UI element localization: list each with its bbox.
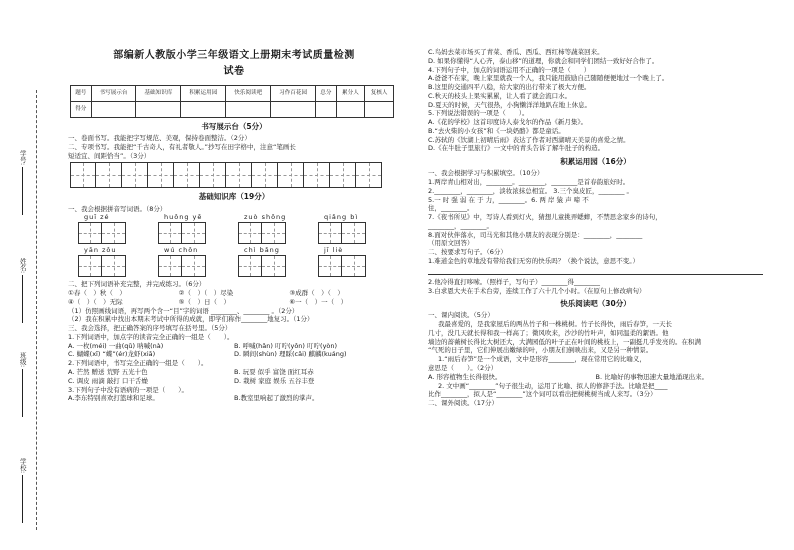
question-text: 一、卷面书写。我能把字写规范、美观，保持卷面整洁。（2分） — [68, 134, 251, 143]
score-input[interactable] — [181, 102, 226, 118]
option-c[interactable]: C.鸟妈去菜市场买了青菜、香瓜、西瓜、西红柿等蔬菜回来。 — [428, 48, 604, 56]
right-column — [428, 48, 763, 408]
tianzige-pair[interactable] — [238, 255, 318, 277]
tianzige-pair[interactable] — [238, 222, 318, 244]
tianzige-pair[interactable] — [158, 222, 238, 244]
tianzige-pair[interactable] — [158, 255, 238, 277]
mc2-options-cd — [68, 377, 400, 386]
section-title-reading: 快乐阅读吧（30分） — [560, 299, 631, 309]
section-title-accumulation: 积累运用园（16分） — [560, 157, 631, 167]
option-b[interactable]: B. 呼喊(hǎn) 叮咛(yǒn) 叮咛(yòn) — [234, 341, 338, 350]
mc2-options-ab — [68, 368, 400, 377]
tianzige-pair[interactable] — [78, 255, 158, 277]
class-field[interactable]: 班级: — [18, 352, 27, 417]
fill-row-2 — [68, 298, 400, 307]
exam-title — [68, 48, 400, 79]
option-a[interactable]: A. 芒然 赠送 荒野 五光十色 — [68, 367, 148, 376]
title-line-2: 试卷 — [223, 65, 245, 77]
reading-options — [428, 373, 763, 382]
pinyin-label: chì bǎng — [244, 246, 280, 255]
fill-blank[interactable]: ①春（ ）秋（ ） — [68, 289, 126, 298]
fill-blank[interactable]: ③成群（ ）（ ） — [289, 289, 344, 298]
option-c[interactable]: C. 蝴蝶(xī) “蝶”(ér)龙虾(xiā) — [68, 350, 156, 359]
pinyin-label: guī zé — [84, 213, 110, 222]
question-text: 3.下列句子中没有语病的一项是（ ）。 — [68, 385, 188, 394]
pinyin-label: wú chǒn — [164, 246, 199, 255]
option-a[interactable]: A.爸爸不在家，晚上家里就我一个人，我只能用鼓励自己随随便便地过一个晚上了。 — [428, 74, 669, 83]
question-text: 二、按要求写句子。（6分） — [428, 248, 507, 257]
mc3-options-ab — [68, 394, 400, 403]
student-id-field[interactable]: 学号: — [18, 150, 27, 215]
score-input[interactable] — [226, 102, 271, 118]
fill-blank[interactable]: ⑥一（ ）一（ ） — [289, 297, 348, 306]
option-b[interactable]: B.这里的交通四平八稳，给大家的出行带来了极大方便。 — [428, 83, 591, 92]
pinyin-label: qiǎng bì — [324, 213, 359, 222]
option-c[interactable]: C.秋天的枝头上果实累累，让人看了就会流口水。 — [428, 91, 572, 100]
option-c[interactable]: C.苏轼的《饮湖上初晴后雨》表达了作者对西湖晴天美景的喜爱之情。 — [428, 135, 630, 144]
pinyin-row-1 — [78, 213, 400, 244]
fill-blank[interactable]: 2.________，________，淡妆浓抹总相宜。 3.三个臭皮匠，________ 。 — [428, 186, 634, 195]
title-line-1: 部编新人教版小学三年级语文上册期末考试质量检测 — [113, 50, 355, 61]
score-cell: 题号 — [71, 86, 92, 102]
fill-blank[interactable]: 5.一 时 强 弱 在 于 力，________。6. 两 岸 猿 声 啼 不 — [428, 195, 589, 204]
left-column — [68, 48, 400, 403]
pinyin-label: yān zǒu — [84, 246, 117, 255]
option-d[interactable]: D.夏天的时候，天气很热，小狗懒洋洋地趴在地上休息。 — [428, 100, 592, 109]
score-input[interactable] — [91, 102, 136, 118]
question-text: 一、我会根据学习与积累填空。（10分） — [428, 169, 544, 178]
fill-blank[interactable]: 住，________。 — [428, 204, 474, 213]
fill-blank[interactable]: 1.两岸青山相对出，________。________，________是首春韵旅好时。 — [428, 178, 630, 187]
fill-blank[interactable]: ________，________。 — [428, 221, 493, 230]
question-text: （1）仿照画线词语，再写两个含一“目”字的词语 ________、________ 。（2分） — [68, 306, 299, 315]
fill-blank[interactable]: ⑤（ ）日（ ） — [178, 297, 230, 306]
name-field[interactable]: 姓名: — [18, 258, 27, 323]
option-a[interactable]: A.《花的学校》这首印度诗人泰戈尔的作品《新月集》。 — [428, 118, 588, 127]
option-d[interactable]: D. 如果你懂得“人心齐，泰山移”的道理，你就会和同学们团结一致好好合作了。 — [428, 56, 659, 65]
pinyin-label: zuò shōng — [244, 213, 287, 222]
question-text: 二、专项书写。我能把“千古奇人，有礼者敬人。”抄写在田字格中，注意“笔画长 — [68, 142, 296, 151]
question-text: 5.下列说法错误的一项是（ ）。 — [428, 109, 529, 118]
option-b[interactable]: B.教室里响起了激烈的掌声。 — [234, 394, 319, 403]
question-text: 一、课内阅读。（5分） — [428, 311, 494, 320]
question-text: 7.《夜书所见》中，写诗人看到灯火，猜想儿童挑弄蟋蟀，不禁思念家乡的诗句， — [428, 213, 662, 222]
fill-row-1 — [68, 289, 400, 298]
option-b[interactable]: B.“去火柴的小女孩”和《一块奶酪》都是童话。 — [428, 126, 565, 135]
pinyin-label: jī liè — [324, 246, 344, 255]
score-input[interactable] — [365, 102, 394, 118]
passage-text: 几寸，没几天就长得和我一样高了；微风吹来，沙沙的竹叶声，如同温柔的絮语。他 — [428, 328, 669, 337]
option-d[interactable]: D. 栽树 家庭 娱乐 五谷丰登 — [234, 376, 315, 385]
score-table-score-row — [71, 102, 394, 118]
question-text: 短适宜、间距恰当”。（3分） — [68, 151, 151, 160]
fill-blank[interactable]: 1.“雨后春笋”是一个成语，文中是形容________，现在常用它的比喻义， — [438, 355, 646, 364]
score-table — [70, 85, 394, 118]
score-input[interactable] — [336, 102, 365, 118]
score-cell: 书写展示台 — [91, 86, 136, 102]
passage-text: “气死的日子里，它们伸展出嫩绿的叶，小朋友们倒映出来，又是另一种情景。 — [428, 346, 653, 355]
fill-blank[interactable]: 8.面对伙伴落水，司马光和其他小朋友的表现分别是：________，________ — [428, 230, 643, 239]
fill-blank[interactable]: ④（ ）（ ）无际 — [68, 297, 123, 306]
question-text: 2.下列词语中，书写完全正确的一组是（ ）。 — [68, 359, 208, 368]
score-label: 得分 — [71, 102, 92, 118]
passage-text: 我最喜爱的，是我家屋后的两丛竹子和一株桃树。竹子长得快，雨后春笋，一天长 — [438, 320, 672, 329]
pinyin-row-2 — [78, 246, 400, 277]
score-cell: 复核人 — [365, 86, 394, 102]
school-field[interactable]: 学校: — [18, 458, 27, 523]
score-table-header-row — [71, 86, 394, 102]
question-text: 二、课外阅读。（17分） — [428, 399, 499, 408]
score-input[interactable] — [316, 102, 337, 118]
mc1-options-cd — [68, 350, 400, 359]
question-text: 4.下列句子中，加点的词语运用不正确的一项是（ ） — [428, 65, 591, 74]
option-d[interactable]: D. 瞬间(shùn) 理睬(cǎi) 麒麟(kuáng) — [234, 350, 347, 359]
question-text: 1.下列词语中，加点字的读音完全正确的一组是（ ）。 — [68, 332, 234, 341]
option-a[interactable]: A. 形容植物生长得很快。 — [428, 372, 502, 381]
score-cell: 快乐阅读吧 — [226, 86, 271, 102]
question-text: 二、把下列词语补充完整，并完成练习。（6分） — [68, 280, 206, 289]
question-text: 一、我会根据拼音写词语。（8分） — [68, 204, 167, 213]
fill-blank[interactable]: 意思是（ ）。（2分） — [428, 363, 498, 372]
section-title-writing: 书写展示台（5分） — [201, 122, 267, 131]
option-b[interactable]: B. 比喻好的事物迅速大量地涌现出来。 — [595, 372, 709, 381]
score-cell: 总分 — [316, 86, 337, 102]
score-input[interactable] — [136, 102, 181, 118]
tianzige-pair[interactable] — [318, 222, 398, 244]
tianzige-pair[interactable] — [318, 255, 398, 277]
score-input[interactable] — [271, 102, 316, 118]
passage-text: 墙边的蔷薇树长得比大树还大，大满园低的叶子正在叶间的桃枝上，一副挺几乎发亮的。在积满 — [428, 337, 701, 346]
option-a[interactable]: A. 一枚(méi) 一曲(qǔ) 呐喊(nà) — [68, 341, 164, 350]
fill-blank[interactable]: ②（ ）（ ）尽染 — [178, 289, 234, 298]
fill-blank[interactable]: 比作________，拟人是“________”这个词可以看出把树桃树当成人来写。（3分） — [428, 390, 657, 399]
option-b[interactable]: B. 玩耍 似乎 富饶 面红耳赤 — [234, 367, 314, 376]
section-title-basics: 基础知识库（19分） — [198, 192, 270, 202]
question-note: （用原文回答） — [428, 239, 474, 248]
question-text: 3.白求恩大夫在手术台旁，连续工作了六十几个小时。（在原句上修改病句） — [428, 286, 646, 295]
score-cell: 习作百花园 — [271, 86, 316, 102]
question-text: 三、我会选择，把正确答案的序号填写在括号里。（5分） — [68, 324, 232, 333]
answer-line[interactable] — [428, 266, 763, 275]
score-cell: 积累运用园 — [181, 86, 226, 102]
question-text: （2）我在积累中找出本期末考试中所得的成就，即学们称作________地复习。（1分） — [68, 315, 314, 324]
fill-blank[interactable]: 2. 文中画“________”句子很生动，运用了比喻、拟人的修辞手法。比喻是把____ — [438, 381, 668, 390]
option-c[interactable]: C. 调皮 雨滴 敲打 口干舌燥 — [68, 376, 148, 385]
fill-blank[interactable]: 2.他冷得直打哆嗦。（照样子，写句子）________得________ — [428, 277, 600, 286]
binding-dashed-line — [36, 90, 37, 530]
score-cell: 基础知识库 — [136, 86, 181, 102]
score-cell: 累分人 — [336, 86, 365, 102]
binding-margin — [0, 0, 62, 550]
question-text: 1.难道金色的草地没有带给我们无穷的快乐吗？（换个说法，意思不变。） — [428, 256, 639, 265]
option-a[interactable]: A.李东特别喜欢打篮球和足球。 — [68, 394, 159, 403]
option-d[interactable]: D.《在牛肚子里旅行》一文中的青头告诉了解牛肚子的构造。 — [428, 144, 605, 153]
pinyin-label: huǒng yē — [164, 213, 203, 222]
tianzige-pair[interactable] — [78, 222, 158, 244]
writing-grid[interactable] — [70, 162, 400, 188]
